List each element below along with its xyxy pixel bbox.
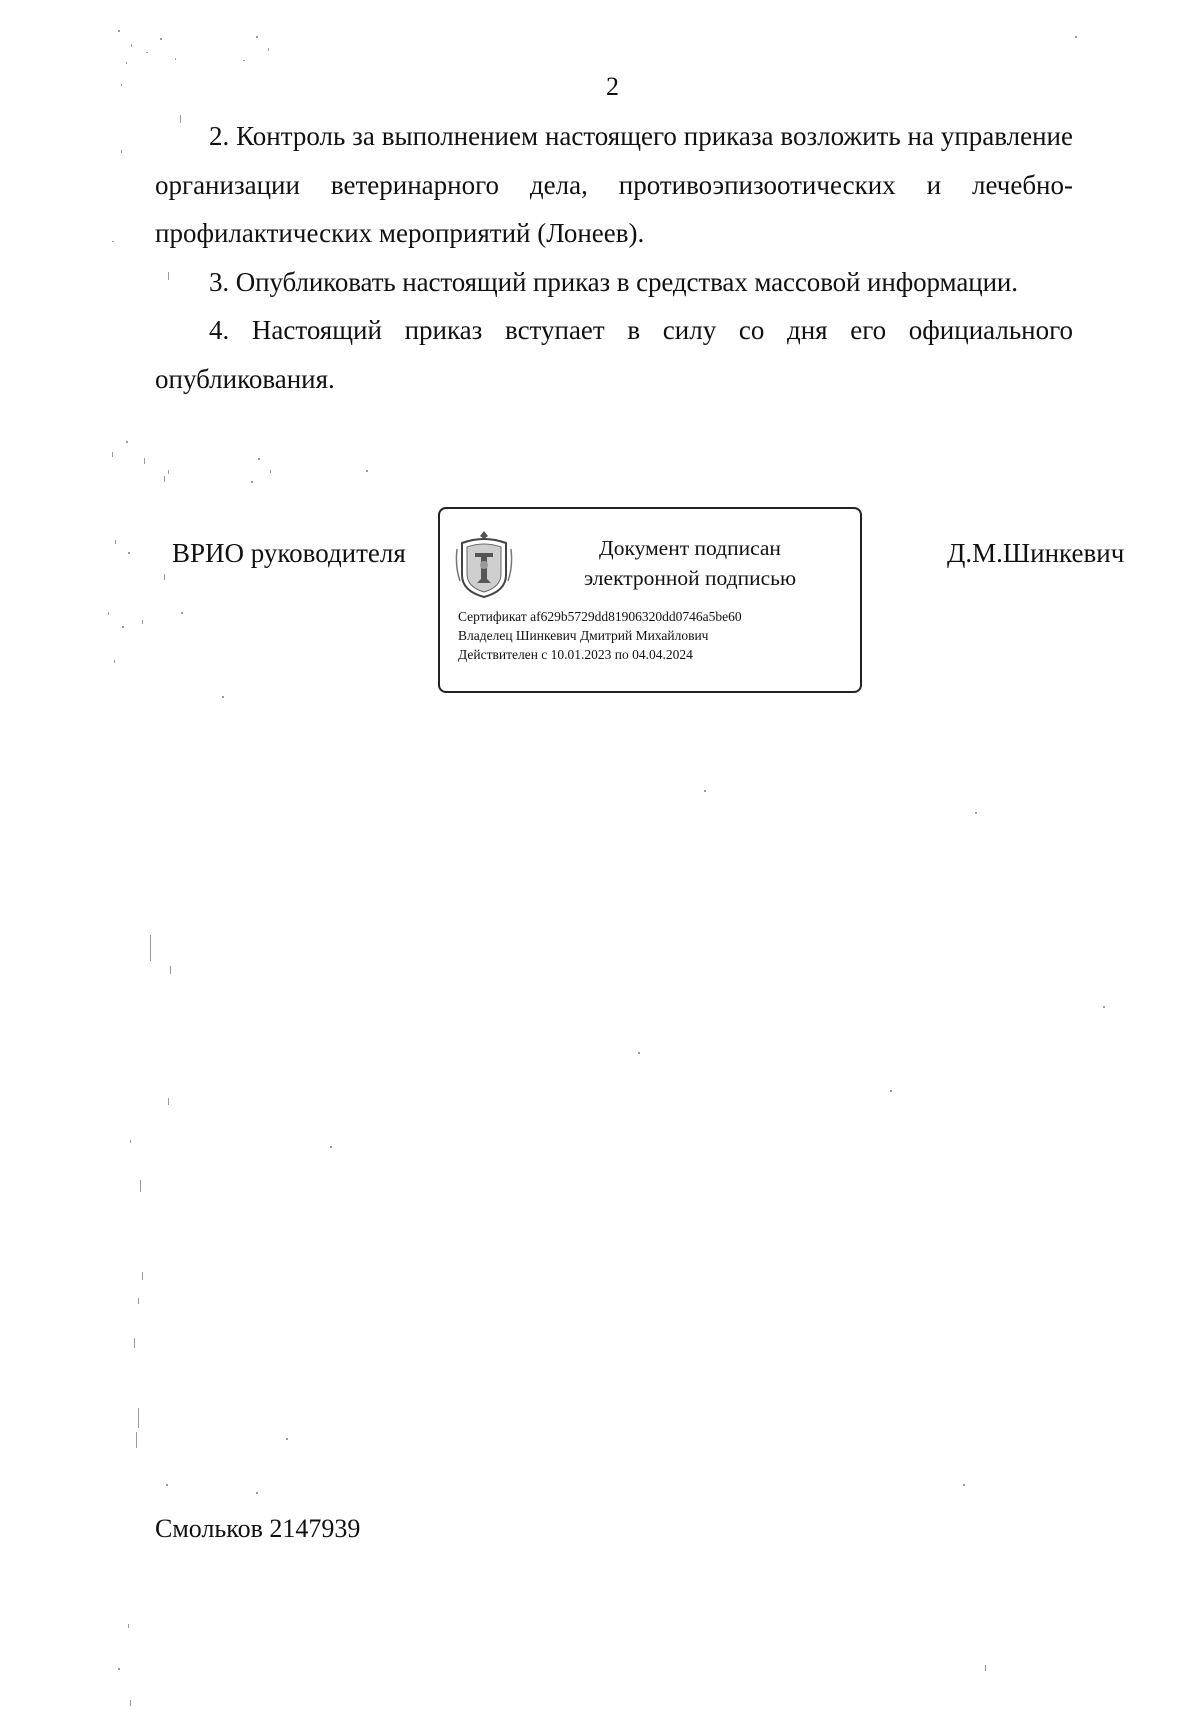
stamp-details <box>458 607 742 664</box>
stamp-heading <box>540 533 840 593</box>
executor-contact: Смольков 2147939 <box>155 1514 361 1543</box>
signatory-name: Д.М.Шинкевич <box>947 538 1125 568</box>
clause-2: 2. Контроль за выполнением настоящего приказа возложить на управление организации ветеринарного дела, противоэпизоотических и лечебно-профилактических мероприятий (Лонеев). <box>155 121 1073 248</box>
order-clauses <box>155 112 1073 403</box>
stamp-validity: Действителен с 10.01.2023 по 04.04.2024 <box>458 647 693 662</box>
signatory-position: ВРИО руководителя <box>172 538 406 568</box>
stamp-title-line-1: Документ подписан <box>599 536 781 560</box>
stamp-owner: Владелец Шинкевич Дмитрий Михайлович <box>458 628 709 643</box>
electronic-signature-stamp <box>438 507 862 693</box>
stamp-certificate: Сертификат af629b5729dd81906320dd0746a5be60 <box>458 609 742 624</box>
page-number: 2 <box>606 72 619 101</box>
clause-4: 4. Настоящий приказ вступает в силу со дня его официального опубликования. <box>155 315 1073 394</box>
stamp-title-line-2: электронной подписью <box>583 566 797 590</box>
clause-3: 3. Опубликовать настоящий приказ в средствах массовой информации. <box>209 266 1018 297</box>
coat-of-arms-icon <box>454 527 514 599</box>
